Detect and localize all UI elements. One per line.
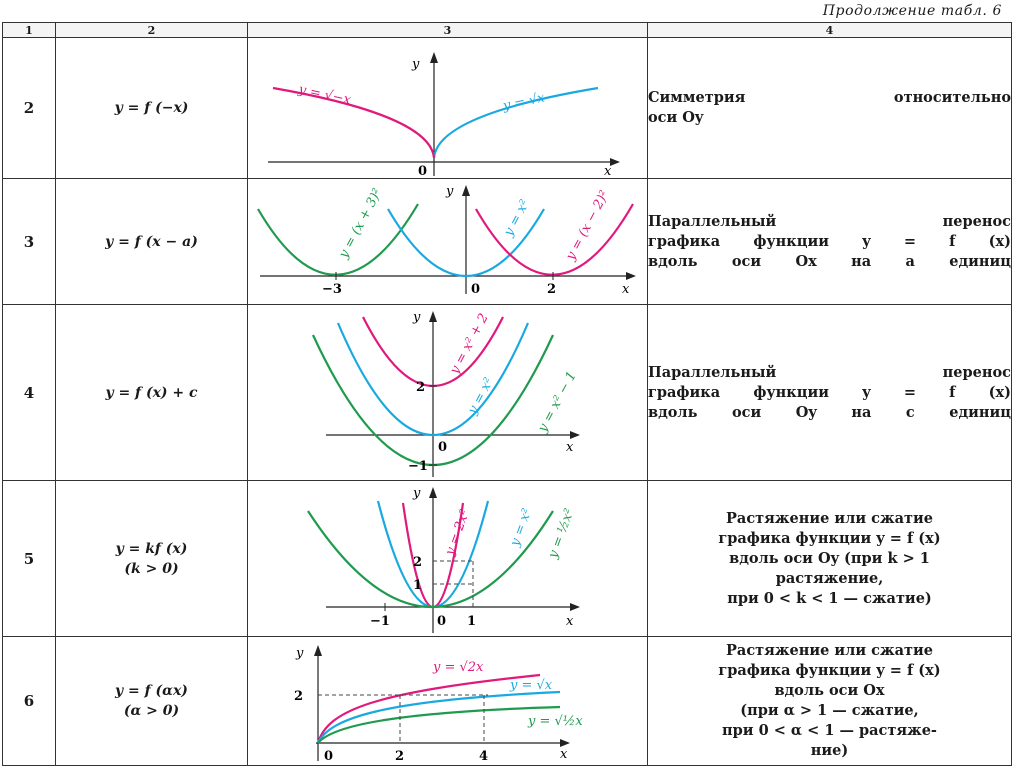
y-label: y [446,184,454,199]
label-a: y = 2x² [442,507,473,558]
column-header: 2 [56,23,248,38]
formula-line: (k > 0) [124,560,179,577]
description-line: графика функции y = f (x) [718,529,941,547]
description-cell [648,38,1012,179]
table-row [3,481,1012,637]
curve-sqrt-neg-x [273,88,434,158]
continuation-label: Продолжение табл. 6 [822,3,1002,19]
graph-cell [248,179,648,305]
label-mid: y = x² [501,197,533,239]
description-line: вдоль оси Ox на a единиц [648,252,1011,270]
row-number: 6 [3,637,56,766]
y-axis-arrow [314,645,322,656]
description-line: Параллельный перенос [648,212,1011,230]
graph-reflection [248,38,648,178]
description-line: графика функции y = f (x) [718,662,941,679]
label-left: y = (x + 3)² [336,186,386,261]
y-label: y [296,646,304,661]
y-label: y [412,57,420,72]
graph-stretch-y [248,481,648,636]
description-line: (при α > 1 — сжатие, [740,702,919,719]
x-axis-arrow [610,158,620,166]
tick-label: 1 [413,578,423,593]
formula-cell [56,305,248,481]
graph-cell [248,38,648,179]
x-label: x [560,747,568,762]
formula-cell [56,481,248,637]
graph-cell [248,305,648,481]
column-header: 1 [3,23,56,38]
description-cell [648,305,1012,481]
description-line: ние) [810,742,849,759]
graph-cell [248,481,648,637]
formula-line: y = kf (x) [115,540,188,557]
formula-cell [56,179,248,305]
description-cell [648,637,1012,766]
description-line: Симметрия относительно [648,89,1011,106]
x-axis-arrow [560,739,570,747]
column-header: 4 [648,23,1012,38]
origin-label: 0 [438,440,448,455]
description-line: растяжение, [775,569,884,587]
origin-label: 0 [437,614,447,629]
row-number: 3 [3,179,56,305]
label-mid: y = x² [465,375,497,417]
graph-shift-y [248,305,648,480]
formula-line: y = f (x − a) [105,233,198,250]
label-top: y = x² + 2 [447,311,492,377]
y-axis-arrow [429,487,437,498]
curve-shift-left [258,204,418,275]
label-a: y = √2x [433,660,484,675]
column-header: 3 [248,23,648,38]
transformations-table [2,22,1012,766]
tick-label: 1 [467,614,477,629]
tick-label: 2 [547,282,557,297]
x-axis-arrow [570,431,580,439]
row-number: 2 [3,38,56,179]
y-axis-arrow [462,185,470,196]
tick-label: 4 [479,749,489,764]
x-axis-arrow [626,272,636,280]
formula-line: y = f (αx) [115,683,188,699]
description-line: при 0 < k < 1 — сжатие) [727,589,932,607]
table-row [3,38,1012,179]
y-axis-arrow [429,311,437,322]
tick-label: 2 [413,555,423,570]
formula-line: y = f (x) + c [105,384,198,401]
label-bottom: y = x² − 1 [535,369,580,435]
graph-stretch-x [248,637,648,765]
graph-cell [248,637,648,766]
formula-line: (α > 0) [123,703,180,719]
x-label: x [604,164,612,178]
label-b: y = √x [510,678,553,693]
origin-label: 0 [418,164,428,178]
tick-label: 2 [294,689,304,704]
y-label: y [413,486,421,501]
x-label: x [566,614,574,629]
curve-sqrt-x [318,692,560,743]
table-row [3,179,1012,305]
description-cell [648,481,1012,637]
tick-label: 2 [416,380,426,395]
row-number: 4 [3,305,56,481]
description-line: графика функции y = f (x) [648,232,1011,250]
tick-label: −3 [322,282,342,297]
label-right: y = (x − 2)² [563,188,613,263]
row-number: 5 [3,481,56,637]
label-c: y = √½x [528,714,583,729]
description-line: Растяжение или сжатие [726,509,933,527]
y-label: y [413,310,421,325]
table-row [3,305,1012,481]
y-axis-arrow [430,52,438,63]
tick-label: −1 [370,614,390,629]
description-line: вдоль оси Oy (при k > 1 [729,549,930,567]
curve-sqrt-half-x [318,707,560,743]
label-c: y = ½x² [545,506,578,561]
description-line: оси Oy [648,109,704,126]
formula-cell [56,637,248,766]
description-line: при 0 < α < 1 — растяже- [722,722,937,739]
label-right: y = √x [501,90,547,114]
description-line: Растяжение или сжатие [726,642,933,659]
label-b: y = x² [507,506,536,549]
table-header-row [3,23,1012,38]
table-row [3,637,1012,766]
origin-label: 0 [324,749,334,764]
tick-label: −1 [408,459,428,474]
description-line: Параллельный перенос [648,363,1011,381]
description-line: вдоль оси Ox [774,682,885,699]
description-line: графика функции y = f (x) [648,383,1011,401]
formula-cell [56,38,248,179]
label-left: y = √−x [297,82,353,108]
origin-label: 0 [471,282,481,297]
formula-line: y = f (−x) [114,100,189,116]
graph-shift-x [248,179,648,304]
tick-label: 2 [395,749,405,764]
x-label: x [622,282,630,297]
description-cell [648,179,1012,305]
x-label: x [566,440,574,455]
description-line: вдоль оси Oy на c единиц [648,403,1011,421]
x-axis-arrow [570,603,580,611]
